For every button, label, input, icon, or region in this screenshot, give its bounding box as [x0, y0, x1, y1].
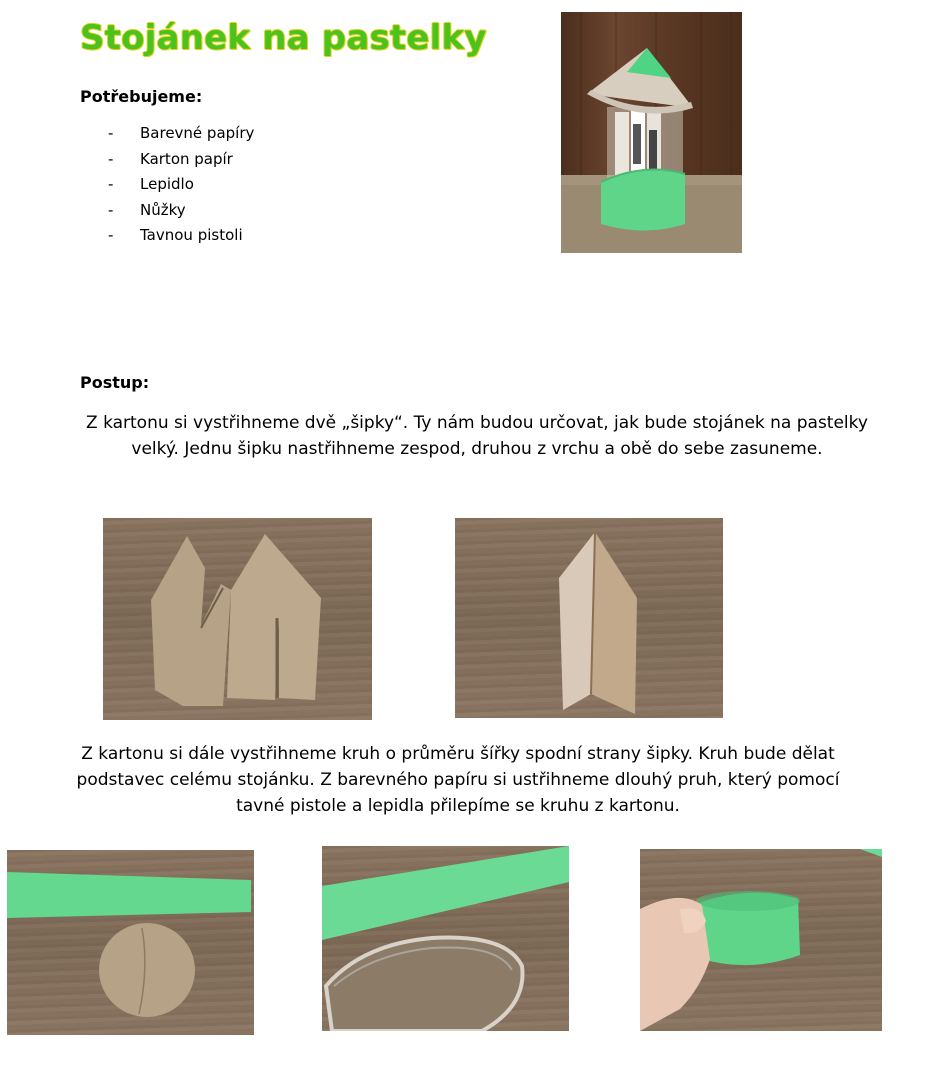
materials-list [108, 124, 254, 252]
strip-and-circle-photo [7, 850, 254, 1035]
paragraph-line: Z kartonu si dále vystřihneme kruh o průměru šířky spodní strany šipky. Kruh bude dělat [81, 744, 835, 764]
list-bullet: - [108, 149, 114, 168]
step-paragraph-1 [60, 410, 894, 462]
list-bullet: - [108, 124, 114, 142]
list-item-text: Nůžky [140, 200, 186, 219]
list-item-text: Tavnou pistoli [140, 226, 243, 244]
list-item-text: Karton papír [140, 149, 233, 168]
step-paragraph-2 [60, 741, 856, 819]
list-item-text: Lepidlo [140, 175, 194, 193]
list-item-text: Barevné papíry [140, 124, 255, 142]
steps-heading: Postup: [80, 373, 150, 392]
list-item [108, 124, 254, 150]
ring-base-photo [640, 849, 882, 1031]
assembled-arrows-photo [455, 518, 723, 718]
list-item [108, 201, 254, 227]
paragraph-line: velký. Jednu šipku nastřihneme zespod, druhou z vrchu a obě do sebe zasuneme. [131, 439, 823, 459]
cardboard-arrows-photo [103, 518, 372, 720]
list-bullet: - [108, 175, 114, 193]
finished-stand-photo [561, 12, 742, 253]
list-bullet: - [108, 200, 114, 219]
glued-strip-photo [322, 846, 569, 1031]
materials-heading: Potřebujeme: [80, 87, 203, 106]
list-item [108, 226, 254, 252]
paragraph-line: podstavec celému stojánku. Z barevného papíru si ustřihneme dlouhý pruh, který pomocí [76, 770, 840, 790]
page-title: Stojánek na pastelky [80, 18, 487, 58]
paragraph-line: tavné pistole a lepidla přilepíme se kruhu z kartonu. [236, 796, 680, 816]
paragraph-line: Z kartonu si vystřihneme dvě „šipky“. Ty nám budou určovat, jak bude stojánek na pastelky [86, 413, 868, 433]
list-item [108, 175, 254, 201]
list-bullet: - [108, 226, 114, 244]
list-item [108, 150, 254, 176]
